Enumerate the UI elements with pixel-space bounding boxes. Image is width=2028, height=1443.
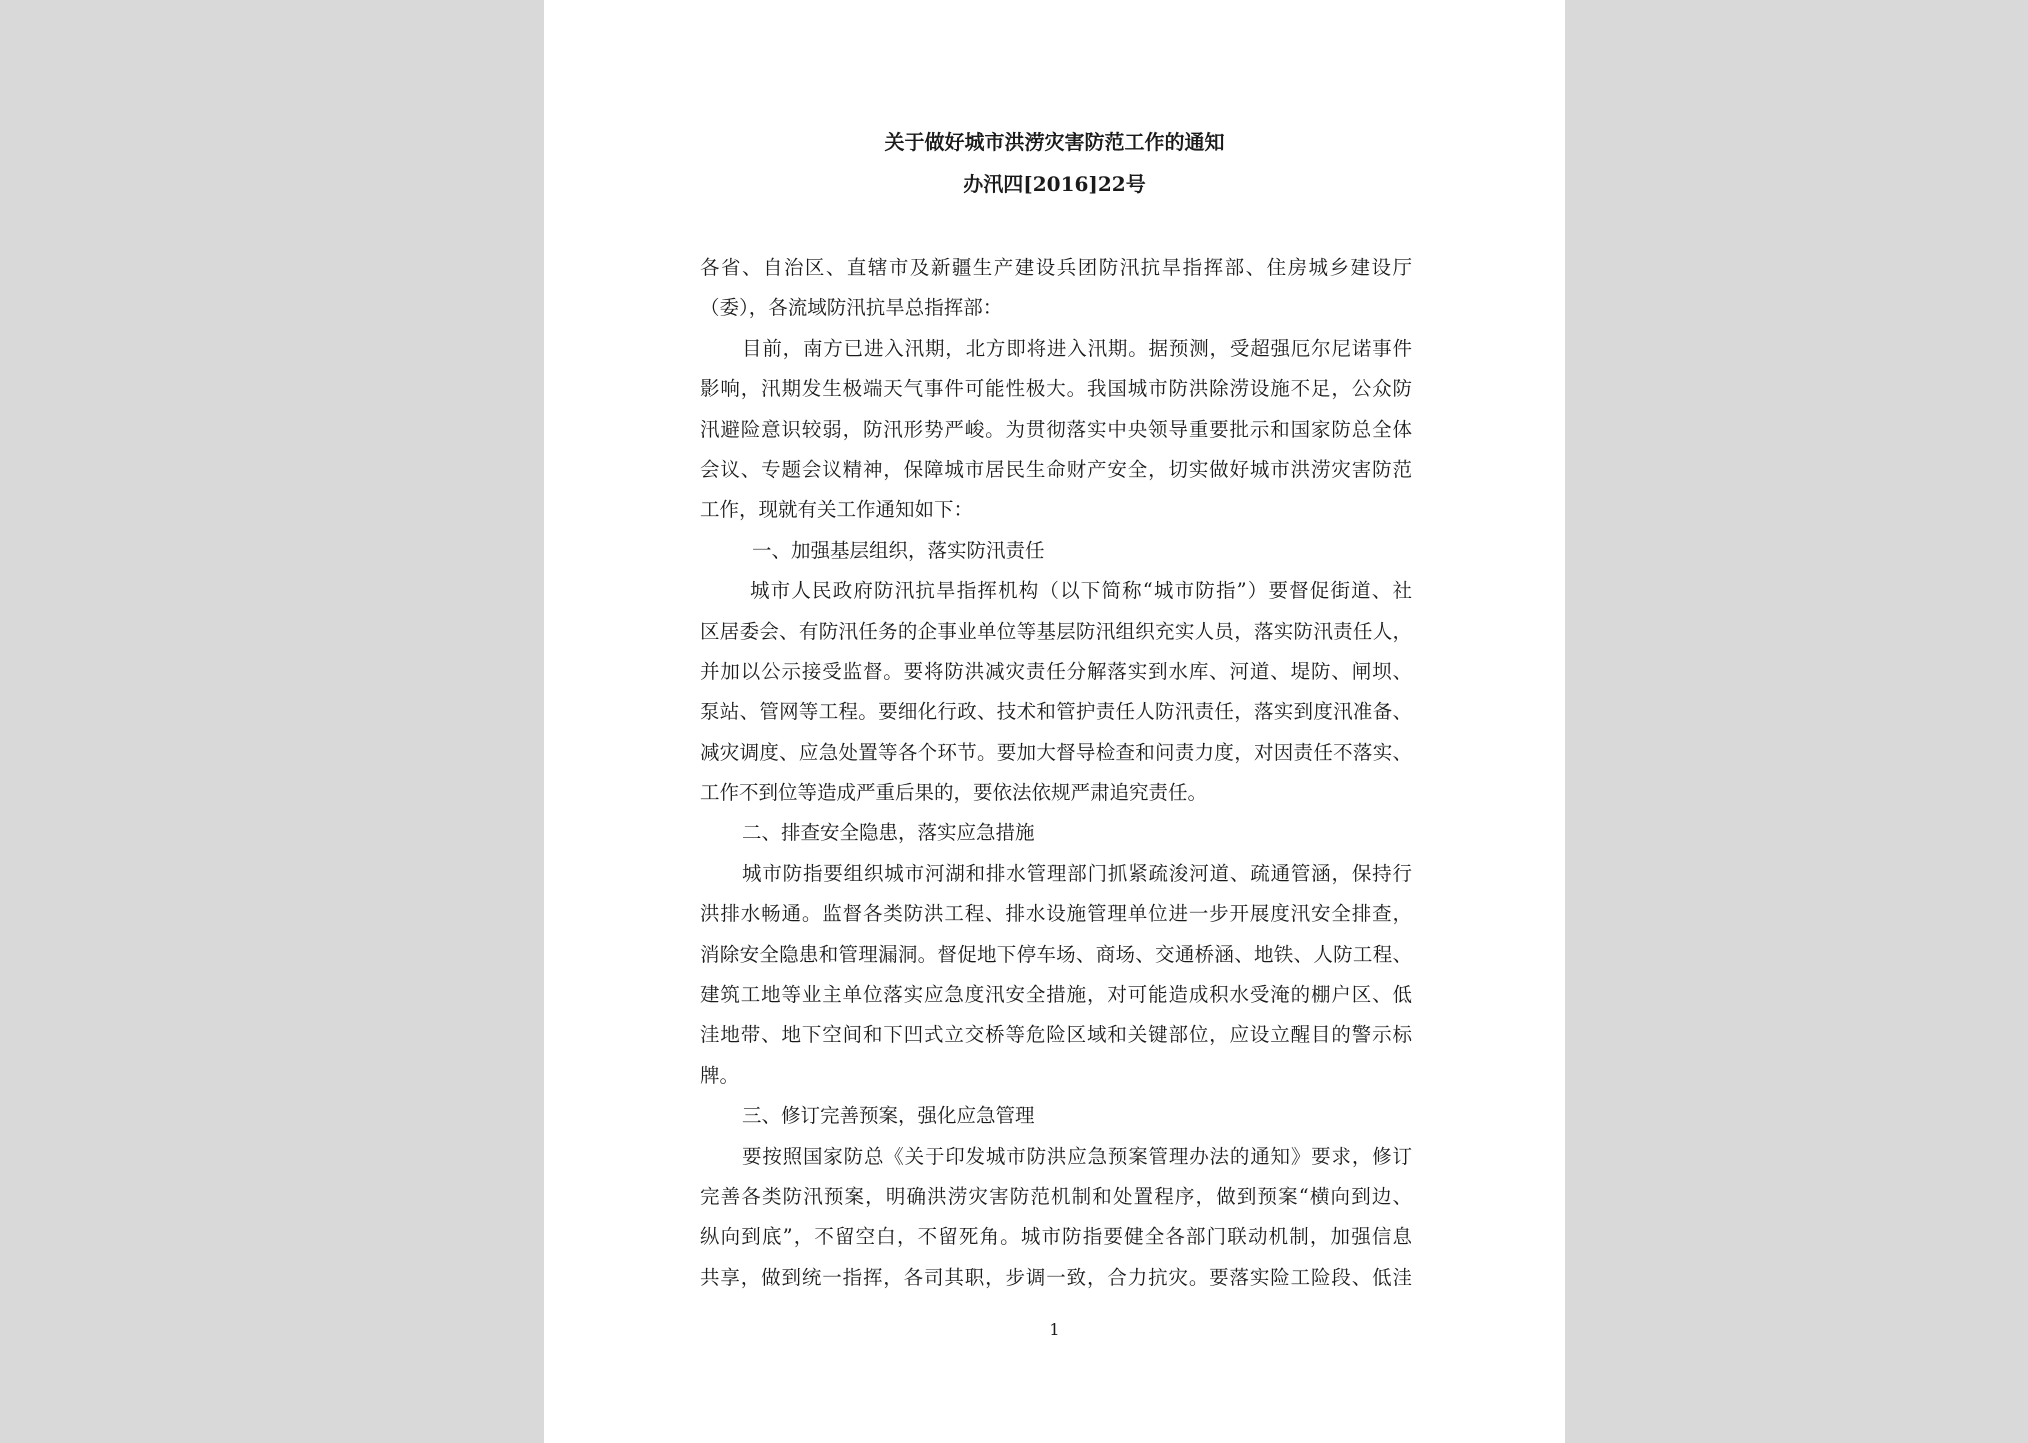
page-number: 1 bbox=[1049, 1320, 1060, 1339]
text-line: 城市防指要组织城市河湖和排水管理部门抓紧疏浚河道、疏通管涵，保持行 bbox=[742, 861, 1412, 885]
text-line: 三、修订完善预案，强化应急管理 bbox=[742, 1104, 1035, 1128]
text-line: 纵向到底”，不留空白，不留死角。城市防指要健全各部门联动机制，加强信息 bbox=[700, 1225, 1412, 1249]
text-line: 消除安全隐患和管理漏洞。督促地下停车场、商场、交通桥涵、地铁、人防工程、 bbox=[700, 942, 1412, 966]
text-line: 工作，现就有关工作通知如下： bbox=[700, 498, 974, 522]
text-line: 共享，做到统一指挥，各司其职，步调一致，合力抗灾。要落实险工险段、低洼 bbox=[700, 1265, 1412, 1289]
text-line: 汛避险意识较弱，防汛形势严峻。为贯彻落实中央领导重要批示和国家防总全体 bbox=[700, 417, 1412, 441]
text-line: 完善各类防汛预案，明确洪涝灾害防范机制和处置程序，做到预案“横向到边、 bbox=[700, 1184, 1412, 1208]
document-number: 办汛四[2016]22号 bbox=[963, 172, 1146, 196]
text-line: 会议、专题会议精神，保障城市居民生命财产安全，切实做好城市洪涝灾害防范 bbox=[700, 457, 1412, 481]
text-line: 目前，南方已进入汛期，北方即将进入汛期。据预测，受超强厄尔尼诺事件 bbox=[742, 336, 1412, 360]
text-line: 泵站、管网等工程。要细化行政、技术和管护责任人防汛责任，落实到度汛准备、 bbox=[700, 700, 1412, 724]
text-line: （委），各流域防汛抗旱总指挥部： bbox=[700, 296, 1003, 320]
text-line: 各省、自治区、直辖市及新疆生产建设兵团防汛抗旱指挥部、住房城乡建设厅 bbox=[700, 256, 1412, 279]
text-line: 要按照国家防总《关于印发城市防洪应急预案管理办法的通知》要求，修订 bbox=[742, 1144, 1412, 1168]
text-line: 区居委会、有防汛任务的企事业单位等基层防汛组织充实人员，落实防汛责任人， bbox=[700, 619, 1412, 643]
text-line: 建筑工地等业主单位落实应急度汛安全措施，对可能造成积水受淹的棚户区、低 bbox=[700, 983, 1412, 1007]
text-line: 影响，汛期发生极端天气事件可能性极大。我国城市防洪除涝设施不足，公众防 bbox=[700, 377, 1412, 401]
text-line: 二、排查安全隐患，落实应急措施 bbox=[742, 821, 1035, 845]
text-line: 牌。 bbox=[700, 1063, 740, 1087]
text-line: 工作不到位等造成严重后果的，要依法依规严肃追究责任。 bbox=[700, 781, 1208, 805]
text-line: 并加以公示接受监督。要将防洪减灾责任分解落实到水库、河道、堤防、闸坝、 bbox=[700, 659, 1412, 683]
document-title: 关于做好城市洪涝灾害防范工作的通知 bbox=[884, 130, 1225, 154]
text-line: 城市人民政府防汛抗旱指挥机构（以下简称“城市防指”）要督促街道、社 bbox=[750, 579, 1412, 603]
document-page bbox=[544, 0, 1565, 1443]
text-line: 洪排水畅通。监督各类防洪工程、排水设施管理单位进一步开展度汛安全排查， bbox=[700, 902, 1412, 926]
text-line: 减灾调度、应急处置等各个环节。要加大督导检查和问责力度，对因责任不落实、 bbox=[700, 740, 1412, 764]
document-body bbox=[700, 248, 1412, 1298]
text-line: 洼地带、地下空间和下凹式立交桥等危险区域和关键部位，应设立醒目的警示标 bbox=[700, 1023, 1412, 1047]
text-line: 一、加强基层组织，落实防汛责任 bbox=[752, 538, 1045, 562]
